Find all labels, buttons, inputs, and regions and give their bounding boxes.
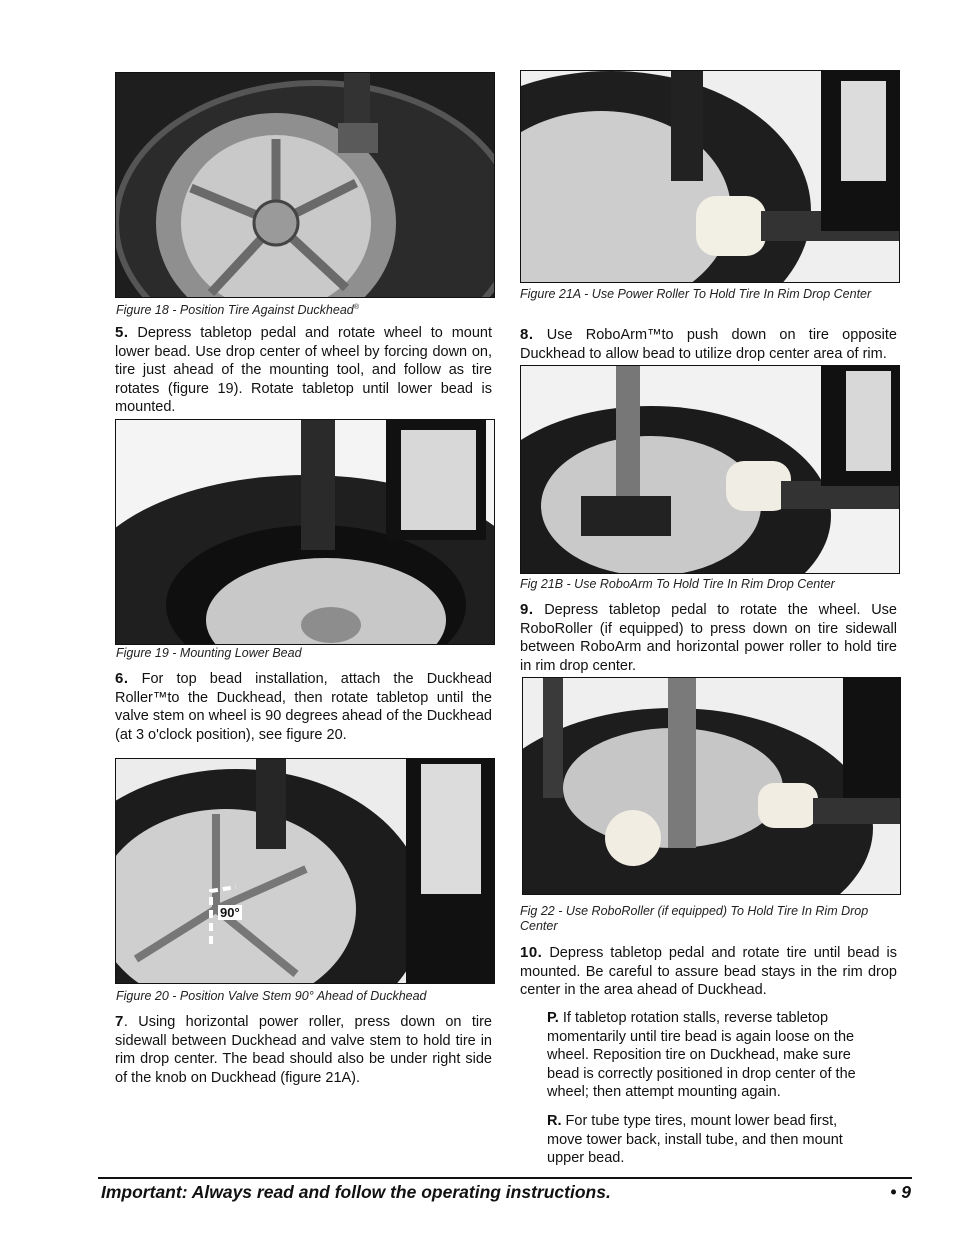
footer bbox=[101, 1180, 911, 1204]
footer-rule bbox=[98, 1177, 912, 1179]
step-number: 7 bbox=[115, 1013, 124, 1030]
figure-22-photo bbox=[522, 677, 901, 895]
figure-18-caption: Figure 18 - Position Tire Against Duckhead® bbox=[116, 303, 359, 318]
step-number: 9. bbox=[520, 601, 534, 618]
figure-19-caption: Figure 19 - Mounting Lower Bead bbox=[116, 646, 302, 660]
step-7-paragraph: 7. Using horizontal power roller, press down on tire sidewall between Duckhead and valve stem to hold tire in rim drop center. The bead should also be under right side of the knob on Duckhead (figure 21A). bbox=[115, 1013, 492, 1086]
tire-wheel-illustration bbox=[521, 366, 899, 573]
figure-21a-caption: Figure 21A - Use Power Roller To Hold Tire In Rim Drop Center bbox=[520, 287, 872, 301]
tire-wheel-illustration bbox=[116, 73, 494, 297]
tire-wheel-illustration bbox=[523, 678, 900, 894]
figure-22-caption: Fig 22 - Use RoboRoller (if equipped) To Hold Tire In Rim Drop Center bbox=[520, 904, 869, 933]
step-9-paragraph: 9. Depress tabletop pedal to rotate the wheel. Use RoboRoller (if equipped) to press down on tire sidewall between RoboArm and horizontal power roller to hold tire in rim drop center. bbox=[520, 601, 897, 674]
figure-21b-photo bbox=[520, 365, 900, 574]
angle-label: 90° bbox=[220, 905, 240, 920]
page-number: • 9 bbox=[890, 1182, 911, 1202]
note-p-paragraph: P. If tabletop rotation stalls, reverse tabletop momentarily until tire bead is again loose on the wheel. Reposition tire on Duckhead, make sure bead is correctly positioned in drop center of the wheel; then attempt mounting again. bbox=[547, 1010, 856, 1101]
tire-wheel-illustration bbox=[116, 759, 494, 983]
note-letter: P. bbox=[547, 1010, 559, 1026]
step-number: 6. bbox=[115, 670, 129, 687]
note-r-paragraph: R. For tube type tires, mount lower bead first, move tower back, install tube, and then mount upper bead. bbox=[547, 1113, 843, 1167]
step-6-paragraph: 6. For top bead installation, attach the Duckhead Roller™to the Duckhead, then rotate tabletop until the valve stem on wheel is 90 degrees ahead of the Duckhead (at 3 o'clock position), see figure 20. bbox=[115, 670, 492, 743]
figure-18-photo bbox=[115, 72, 495, 298]
step-number: 5. bbox=[115, 324, 129, 341]
tire-wheel-illustration bbox=[116, 420, 494, 644]
step-5-paragraph: 5. Depress tabletop pedal and rotate wheel to mount lower bead. Use drop center of wheel by forcing down on, tire just ahead of the mounting tool, and follow as tire rotates (figure 19). Rotate tabletop until lower bead is mounted. bbox=[115, 324, 492, 416]
step-8-paragraph: 8. Use RoboArm™to push down on tire opposite Duckhead to allow bead to utilize drop center area of rim. bbox=[520, 326, 897, 362]
tire-wheel-illustration bbox=[521, 71, 899, 282]
figure-21a-photo bbox=[520, 70, 900, 283]
step-10-paragraph: 10. Depress tabletop pedal and rotate tire until bead is mounted. Be careful to assure bead stays in the rim drop center in the area ahead of Duckhead. bbox=[520, 944, 897, 999]
figure-21b-caption: Fig 21B - Use RoboArm To Hold Tire In Rim Drop Center bbox=[520, 577, 835, 591]
figure-20-caption: Figure 20 - Position Valve Stem 90° Ahead of Duckhead bbox=[116, 989, 427, 1003]
figure-20-photo bbox=[115, 758, 495, 984]
footer-text: Important: Always read and follow the operating instructions. bbox=[101, 1182, 611, 1202]
figure-19-photo bbox=[115, 419, 495, 645]
step-number: 8. bbox=[520, 326, 534, 343]
step-number: 10. bbox=[520, 944, 543, 961]
note-letter: R. bbox=[547, 1113, 562, 1129]
